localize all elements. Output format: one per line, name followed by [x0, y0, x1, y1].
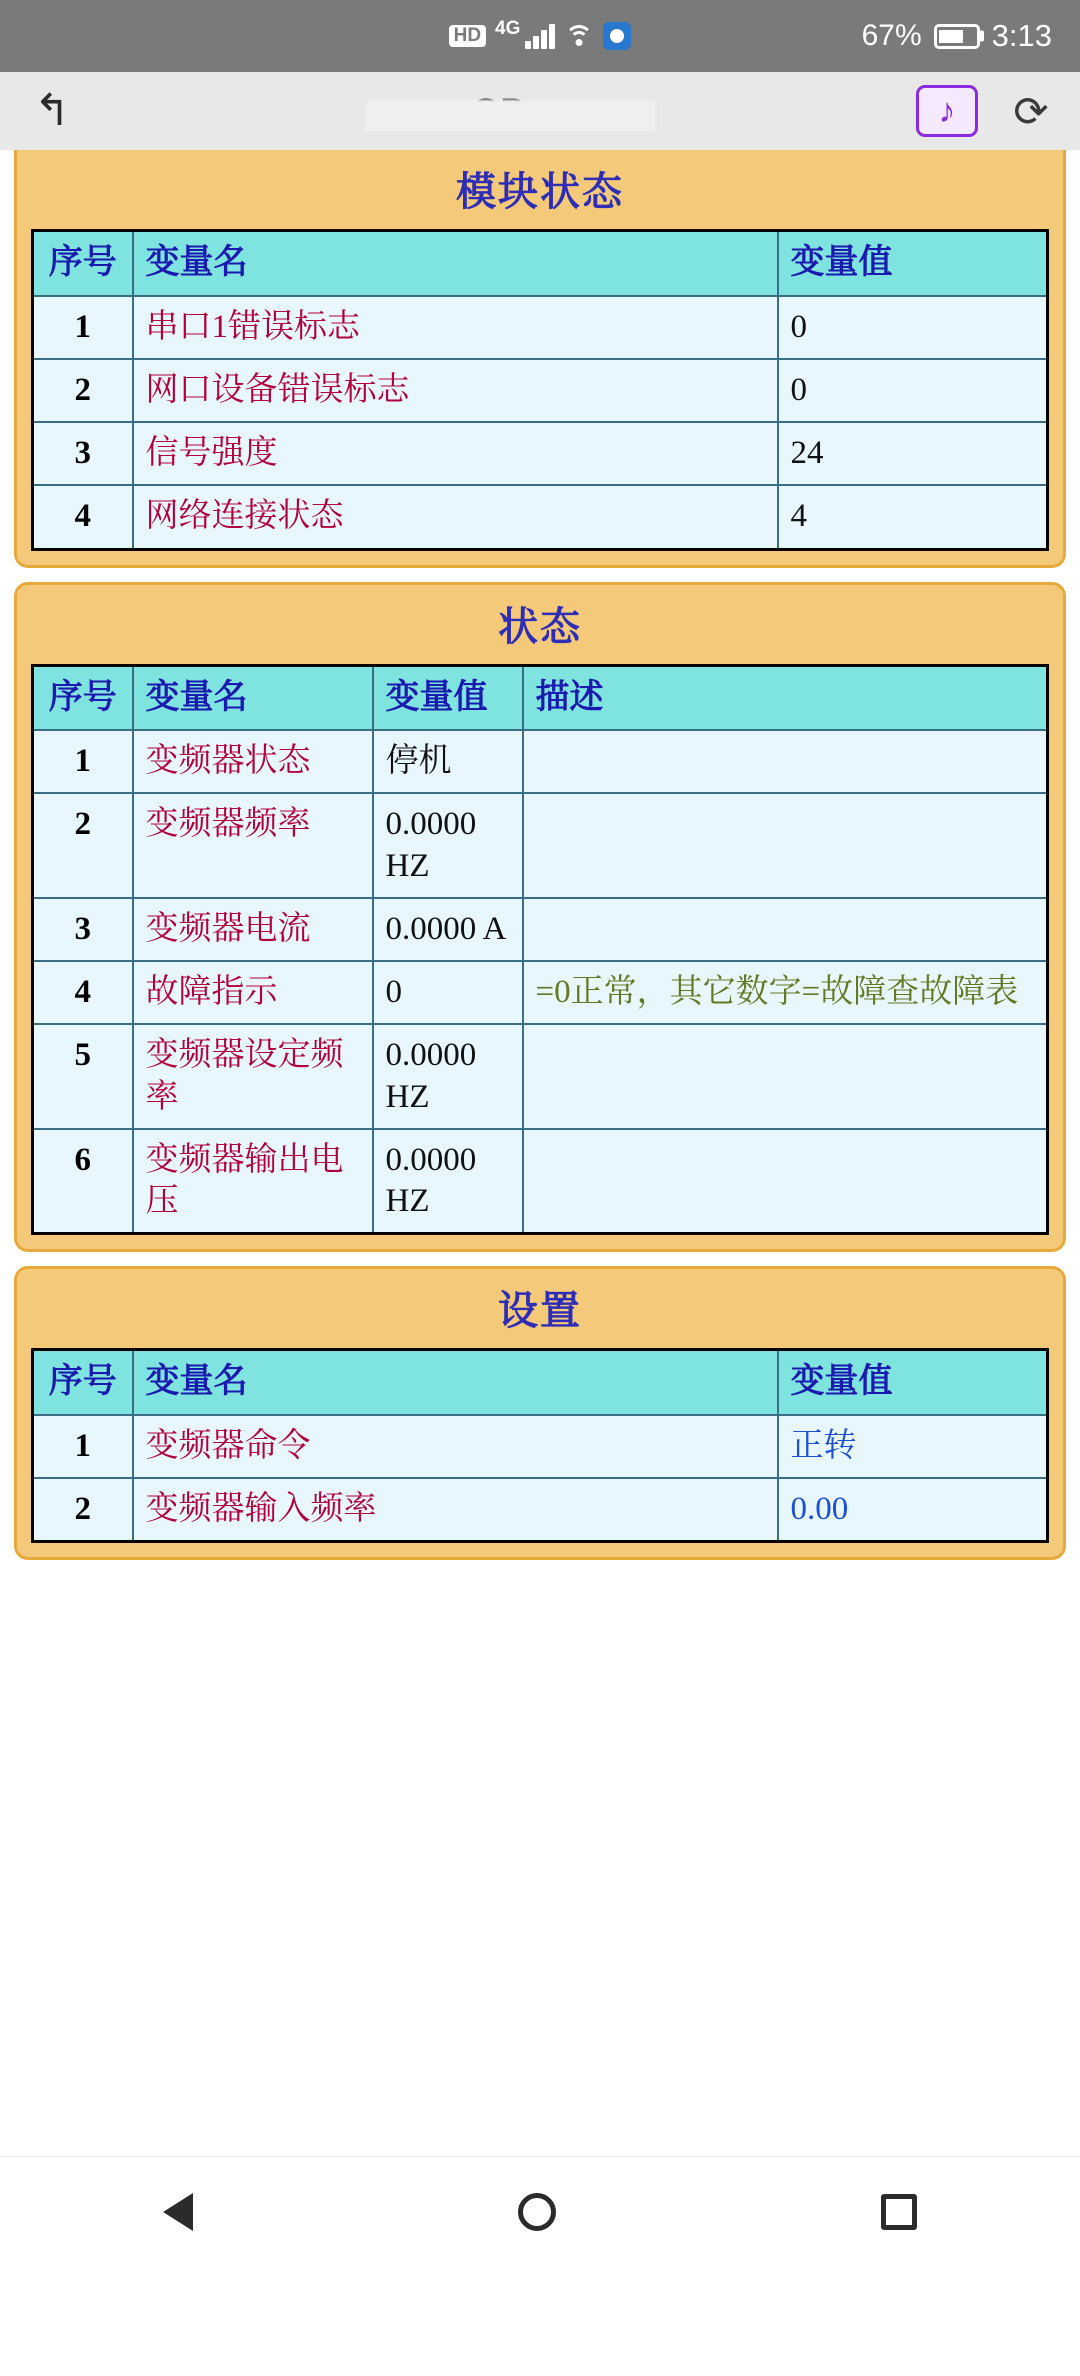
cell-value-editable[interactable]: 正转 — [778, 1415, 1048, 1478]
page-content — [0, 150, 1080, 2266]
cell-value: 0.0000 A — [373, 898, 523, 961]
col-header-varname: 变量名 — [133, 665, 373, 730]
table-row — [33, 1478, 1048, 1542]
cell-desc: =0正常，其它数字=故障查故障表 — [523, 961, 1048, 1024]
cell-index: 2 — [33, 1478, 133, 1542]
panel-status — [14, 582, 1066, 1253]
table-row — [33, 1415, 1048, 1478]
col-header-value: 变量值 — [373, 665, 523, 730]
app-icon — [603, 22, 631, 50]
battery-icon — [934, 24, 980, 49]
reload-icon[interactable]: ⟳ — [1013, 87, 1049, 135]
cell-index: 1 — [33, 1415, 133, 1478]
cell-value: 0 — [778, 359, 1048, 422]
status-bar-center — [449, 18, 632, 50]
cell-value: 0.0000 HZ — [373, 793, 523, 898]
address-bar[interactable] — [82, 92, 916, 131]
cell-varname: 变频器频率 — [133, 793, 373, 898]
clock-label: 3:13 — [991, 18, 1052, 53]
nav-back-icon[interactable] — [163, 2193, 193, 2231]
panel-module-status — [14, 150, 1066, 568]
col-header-value: 变量值 — [778, 231, 1048, 296]
cell-value: 0 — [373, 961, 523, 1024]
col-header-desc: 描述 — [523, 665, 1048, 730]
cell-varname: 变频器状态 — [133, 730, 373, 793]
cell-value-editable[interactable]: 0.00 — [778, 1478, 1048, 1542]
wifi-icon — [564, 23, 594, 49]
cell-index: 1 — [33, 296, 133, 359]
panel-settings — [14, 1266, 1066, 1560]
cell-varname: 串口1错误标志 — [133, 296, 778, 359]
cell-index: 4 — [33, 485, 133, 549]
music-icon[interactable]: ♪ — [916, 85, 978, 137]
table-row — [33, 1129, 1048, 1234]
hd-icon: HD — [449, 25, 486, 48]
table-row — [33, 898, 1048, 961]
cell-index: 4 — [33, 961, 133, 1024]
cell-value: 0 — [778, 296, 1048, 359]
browser-toolbar — [0, 72, 1080, 150]
signal-bars-icon — [525, 23, 555, 49]
table-row — [33, 485, 1048, 549]
cell-value: 0.0000 HZ — [373, 1129, 523, 1234]
cell-index: 2 — [33, 359, 133, 422]
table-row — [33, 296, 1048, 359]
panel-title: 模块状态 — [456, 169, 624, 214]
status-bar-right — [631, 18, 1052, 54]
network-type-label: 4G — [495, 18, 521, 39]
col-header-index: 序号 — [33, 665, 133, 730]
cell-desc — [523, 1129, 1048, 1234]
panel-title: 状态 — [498, 603, 582, 649]
table-row — [33, 1024, 1048, 1129]
android-nav-bar — [0, 2156, 1080, 2266]
cell-desc — [523, 1024, 1048, 1129]
cell-varname: 变频器设定频率 — [133, 1024, 373, 1129]
cell-varname: 网口设备错误标志 — [133, 359, 778, 422]
battery-percent-label: 67% — [861, 19, 922, 52]
settings-table — [31, 1348, 1049, 1543]
col-header-varname: 变量名 — [133, 231, 778, 296]
col-header-index: 序号 — [33, 231, 133, 296]
cell-value: 24 — [778, 422, 1048, 485]
status-table — [31, 664, 1049, 1236]
cell-value: 停机 — [373, 730, 523, 793]
cell-index: 1 — [33, 730, 133, 793]
nav-home-icon[interactable] — [518, 2193, 556, 2231]
cell-desc — [523, 793, 1048, 898]
cell-index: 3 — [33, 898, 133, 961]
cell-value: 4 — [778, 485, 1048, 549]
cell-desc — [523, 730, 1048, 793]
cell-index: 2 — [33, 793, 133, 898]
table-row — [33, 422, 1048, 485]
back-icon[interactable]: ↰ — [33, 86, 71, 135]
table-row — [33, 359, 1048, 422]
cell-varname: 信号强度 — [133, 422, 778, 485]
cell-desc — [523, 898, 1048, 961]
cell-varname: 网络连接状态 — [133, 485, 778, 549]
table-header-row — [33, 231, 1048, 296]
col-header-index: 序号 — [33, 1350, 133, 1415]
status-bar — [0, 0, 1080, 72]
url-redaction-overlay — [366, 100, 656, 131]
nav-recent-icon[interactable] — [881, 2194, 917, 2230]
table-row — [33, 793, 1048, 898]
cell-varname: 变频器命令 — [133, 1415, 778, 1478]
module-status-table — [31, 229, 1049, 551]
cell-varname: 变频器输出电压 — [133, 1129, 373, 1234]
cell-index: 3 — [33, 422, 133, 485]
cell-varname: 变频器电流 — [133, 898, 373, 961]
cell-varname: 故障指示 — [133, 961, 373, 1024]
cell-value: 0.0000 HZ — [373, 1024, 523, 1129]
cell-index: 6 — [33, 1129, 133, 1234]
table-header-row — [33, 665, 1048, 730]
table-row — [33, 730, 1048, 793]
panel-title: 设置 — [498, 1288, 582, 1334]
col-header-varname: 变量名 — [133, 1350, 778, 1415]
col-header-value: 变量值 — [778, 1350, 1048, 1415]
table-row — [33, 961, 1048, 1024]
cell-index: 5 — [33, 1024, 133, 1129]
table-header-row — [33, 1350, 1048, 1415]
cell-varname: 变频器输入频率 — [133, 1478, 778, 1542]
